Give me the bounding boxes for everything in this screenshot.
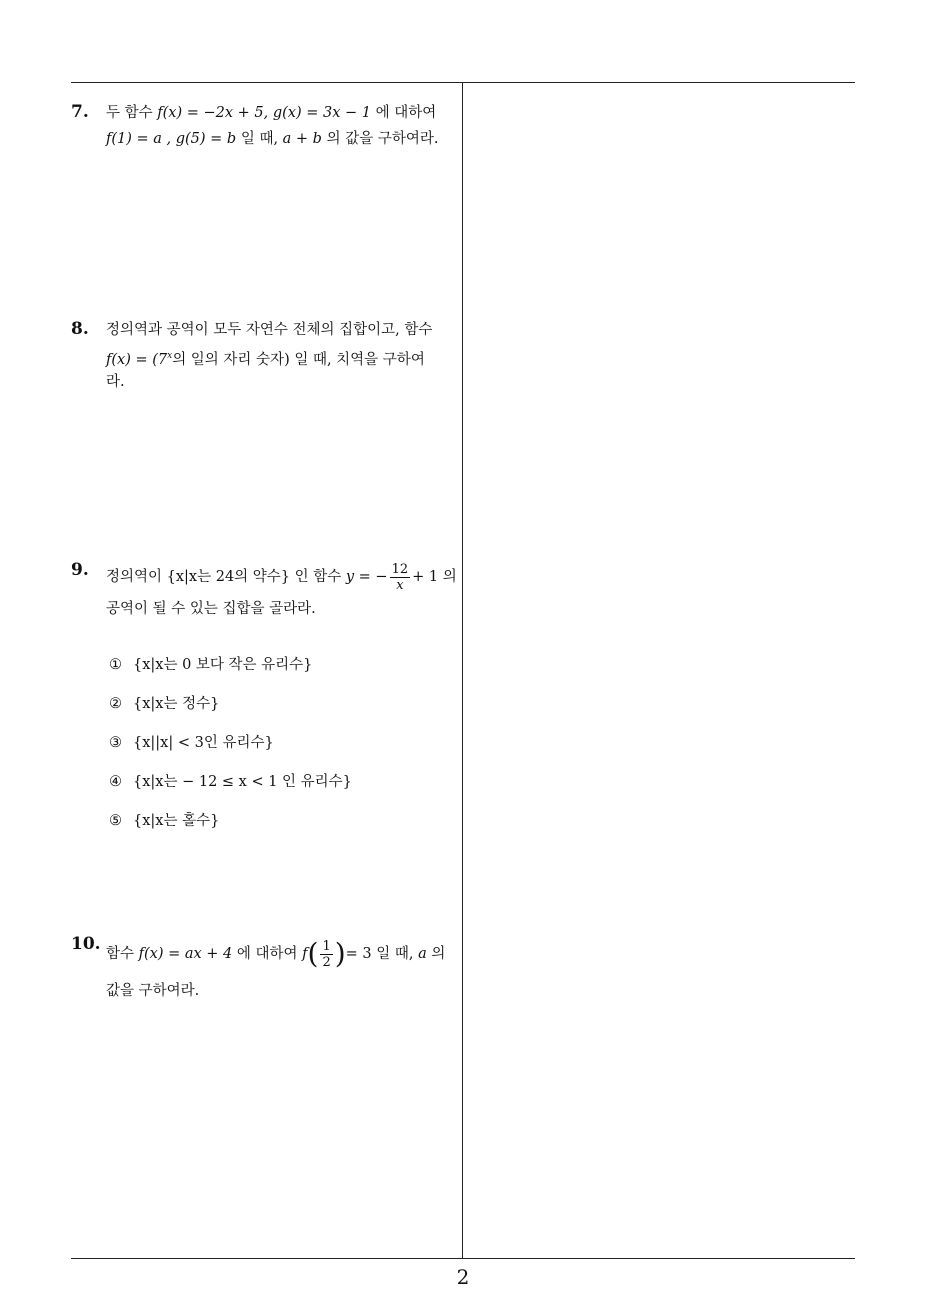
choice-list xyxy=(109,646,352,841)
text-segment: 정의역이 {x|x는 24의 약수} 인 함수 xyxy=(106,569,346,585)
text-segment: 의 xyxy=(438,569,457,585)
math-expression: f(x) = ax + 4 xyxy=(138,946,233,962)
problem-line xyxy=(106,100,458,126)
choice-item[interactable] xyxy=(109,763,352,802)
math-expression: a + b xyxy=(282,131,322,147)
choice-text: {x|x는 − 12 ≤ x < 1 인 유리수} xyxy=(133,774,352,790)
problem-number: 9. xyxy=(71,560,89,580)
fraction-numerator: 12 xyxy=(391,561,409,577)
fraction xyxy=(320,939,332,970)
text-segment: 의 xyxy=(426,946,446,962)
choice-number: ① xyxy=(109,657,122,673)
problem-line xyxy=(106,560,458,594)
problem-line: 공역이 될 수 있는 집합을 골라라. xyxy=(106,601,316,617)
text-segment: 일 때, xyxy=(236,131,283,147)
choice-text: {x|x는 정수} xyxy=(133,696,220,712)
text-segment: 에 대하여 xyxy=(232,946,303,962)
fraction xyxy=(390,562,411,593)
problem-line: 값을 구하여라. xyxy=(106,983,200,999)
math-expression: y = − xyxy=(345,569,388,585)
math-expression: a xyxy=(418,946,427,962)
choice-number: ② xyxy=(109,696,122,712)
fraction-numerator: 1 xyxy=(322,938,331,954)
math-expression: f(1) = a , g(5) = b xyxy=(106,131,237,147)
column-divider xyxy=(462,83,463,1259)
fraction-denominator: x xyxy=(396,577,404,593)
bottom-rule xyxy=(71,1258,855,1259)
choice-number: ⑤ xyxy=(109,813,122,829)
top-rule xyxy=(71,82,855,83)
choice-text: {x|x는 홀수} xyxy=(133,813,220,829)
problem-line xyxy=(106,126,458,152)
superscript: x xyxy=(167,351,173,361)
text-segment: 의 일의 자리 숫자) 일 때, 치역을 구하여 xyxy=(172,351,425,368)
text-segment: 의 값을 구하여라. xyxy=(321,131,439,147)
choice-text: {x||x| < 3인 유리수} xyxy=(133,735,274,751)
problem-text xyxy=(106,317,458,395)
choice-item[interactable] xyxy=(109,802,352,841)
problem-text xyxy=(106,934,458,1004)
math-expression: f(x) = −2x + 5, g(x) = 3x − 1 xyxy=(157,105,371,121)
math-expression: = 3 xyxy=(345,946,372,962)
problem-line: 라. xyxy=(106,374,125,390)
fraction-denominator: 2 xyxy=(322,954,331,970)
page-number: 2 xyxy=(456,1265,470,1289)
math-expression: f(x) = (7 xyxy=(106,351,168,368)
choice-item[interactable] xyxy=(109,724,352,763)
choice-text: {x|x는 0 보다 작은 유리수} xyxy=(133,657,313,673)
left-paren: ( xyxy=(307,937,319,970)
choice-item[interactable] xyxy=(109,685,352,724)
right-paren: ) xyxy=(334,937,346,970)
text-segment: 일 때, xyxy=(371,946,419,962)
text-segment: 두 함수 xyxy=(106,105,158,121)
problem-number: 7. xyxy=(71,102,89,122)
problem-line xyxy=(106,343,458,369)
problem-number: 8. xyxy=(71,319,89,339)
problem-number: 10. xyxy=(71,934,101,954)
text-segment: 에 대하여 xyxy=(370,105,437,121)
problem-text xyxy=(106,100,458,152)
choice-number: ③ xyxy=(109,735,122,751)
math-expression: + 1 xyxy=(412,569,439,585)
problem-text xyxy=(106,560,458,622)
problem-line xyxy=(106,934,458,974)
math-expression: f xyxy=(302,946,308,962)
problem-line: 정의역과 공역이 모두 자연수 전체의 집합이고, 함수 xyxy=(106,322,433,338)
choice-number: ④ xyxy=(109,774,122,790)
choice-item[interactable] xyxy=(109,646,352,685)
text-segment: 함수 xyxy=(106,946,139,962)
